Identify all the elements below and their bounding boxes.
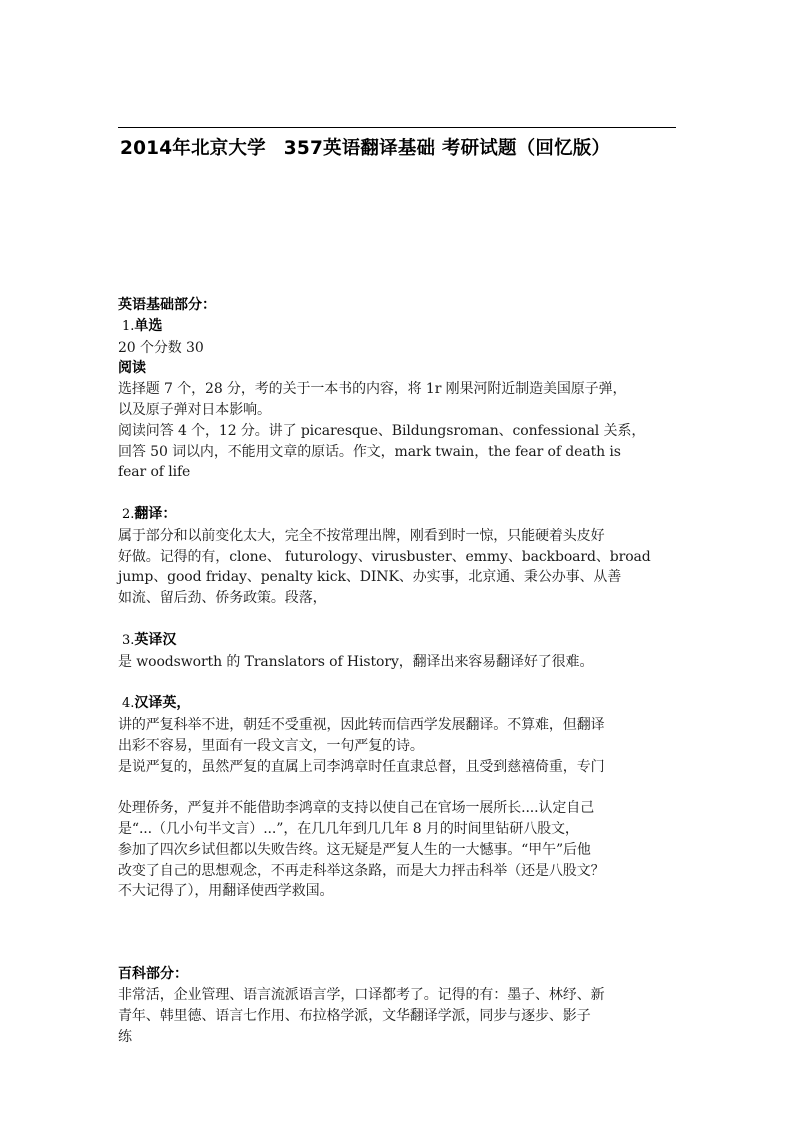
subsection-heading-en-to-zh: 3.英译汉 bbox=[122, 631, 177, 648]
zh-to-en-line: 处理侨务，严复并不能借助李鸿章的支持以使自己在官场一展所长....认定自己 bbox=[118, 800, 595, 817]
section-heading-encyclopedia: 百科部分： bbox=[118, 966, 188, 983]
document-body bbox=[118, 295, 678, 1047]
reading-line: 阅读问答 4 个，12 分。讲了 picaresque、Bildungsroman、confessional 关系， bbox=[118, 422, 646, 439]
reading-line: 选择题 7 个，28 分，考的关于一本书的内容，将 1r 刚果河附近制造美国原子弹， bbox=[118, 381, 627, 398]
translation-line: 好做。记得的有，clone、 futurology、virusbuster、emmy、backboard、broad bbox=[118, 548, 651, 565]
reading-line: 回答 50 词以内，不能用文章的原话。作文，mark twain，the fear of death is bbox=[118, 443, 621, 460]
subsection-heading-reading: 阅读 bbox=[118, 360, 146, 377]
zh-to-en-line: 改变了自己的思想观念，不再走科举这条路，而是大力抨击科举（还是八股文？ bbox=[118, 862, 605, 879]
zh-to-en-line: 参加了四次乡试但都以失败告终。这无疑是严复人生的一大憾事。“甲午”后他 bbox=[118, 841, 591, 858]
subsection-heading-zh-to-en: 4.汉译英， bbox=[122, 695, 191, 712]
zh-to-en-line: 不大记得了），用翻译使西学救国。 bbox=[118, 883, 334, 900]
title-part-subject: 357英语翻译基础 bbox=[283, 138, 436, 159]
translation-line: jump、good friday、penalty kick、DINK、办实事，北京通、秉公办事、从善 bbox=[118, 569, 622, 586]
reading-line: fear of life bbox=[118, 464, 191, 481]
zh-to-en-line: 出彩不容易，里面有一段文言文，一句严复的诗。 bbox=[118, 737, 424, 754]
subsection-heading-translation: 2.翻译： bbox=[122, 505, 177, 522]
subsection-heading-single-choice: 1.单选 bbox=[122, 317, 163, 334]
title-part-year-school: 2014年北京大学 bbox=[120, 138, 266, 159]
zh-to-en-line: 是“...（几小句半文言）...”，在几几年到几几年 8 月的时间里钻研八股文， bbox=[118, 820, 579, 837]
single-choice-text: 20 个分数 30 bbox=[118, 339, 204, 356]
header-rule bbox=[118, 127, 676, 128]
encyclopedia-line: 非常活，企业管理、语言流派语言学，口译都考了。记得的有：墨子、林纾、新 bbox=[118, 986, 605, 1003]
zh-to-en-line: 讲的严复科举不进，朝廷不受重视，因此转而信西学发展翻译。不算难，但翻译 bbox=[118, 716, 605, 733]
reading-line: 以及原子弹对日本影响。 bbox=[118, 401, 271, 418]
zh-to-en-line: 是说严复的，虽然严复的直属上司李鸿章时任直隶总督，且受到慈禧倚重，专门 bbox=[118, 758, 605, 775]
translation-line: 如流、留后劲、侨务政策。段落， bbox=[118, 590, 327, 607]
section-heading-english-basics: 英语基础部分： bbox=[118, 297, 216, 313]
encyclopedia-line: 练 bbox=[118, 1028, 132, 1045]
encyclopedia-line: 青年、韩里德、语言七作用、布拉格学派，文华翻译学派，同步与逐步、影子 bbox=[118, 1007, 591, 1024]
page-title bbox=[120, 134, 680, 160]
title-part-exam: 考研试题（回忆版） bbox=[441, 138, 611, 159]
en-to-zh-line: 是 woodsworth 的 Translators of History，翻译出来容易翻译好了很难。 bbox=[118, 653, 594, 670]
translation-line: 属于部分和以前变化太大，完全不按常理出牌，刚看到时一惊，只能硬着头皮好 bbox=[118, 527, 605, 544]
